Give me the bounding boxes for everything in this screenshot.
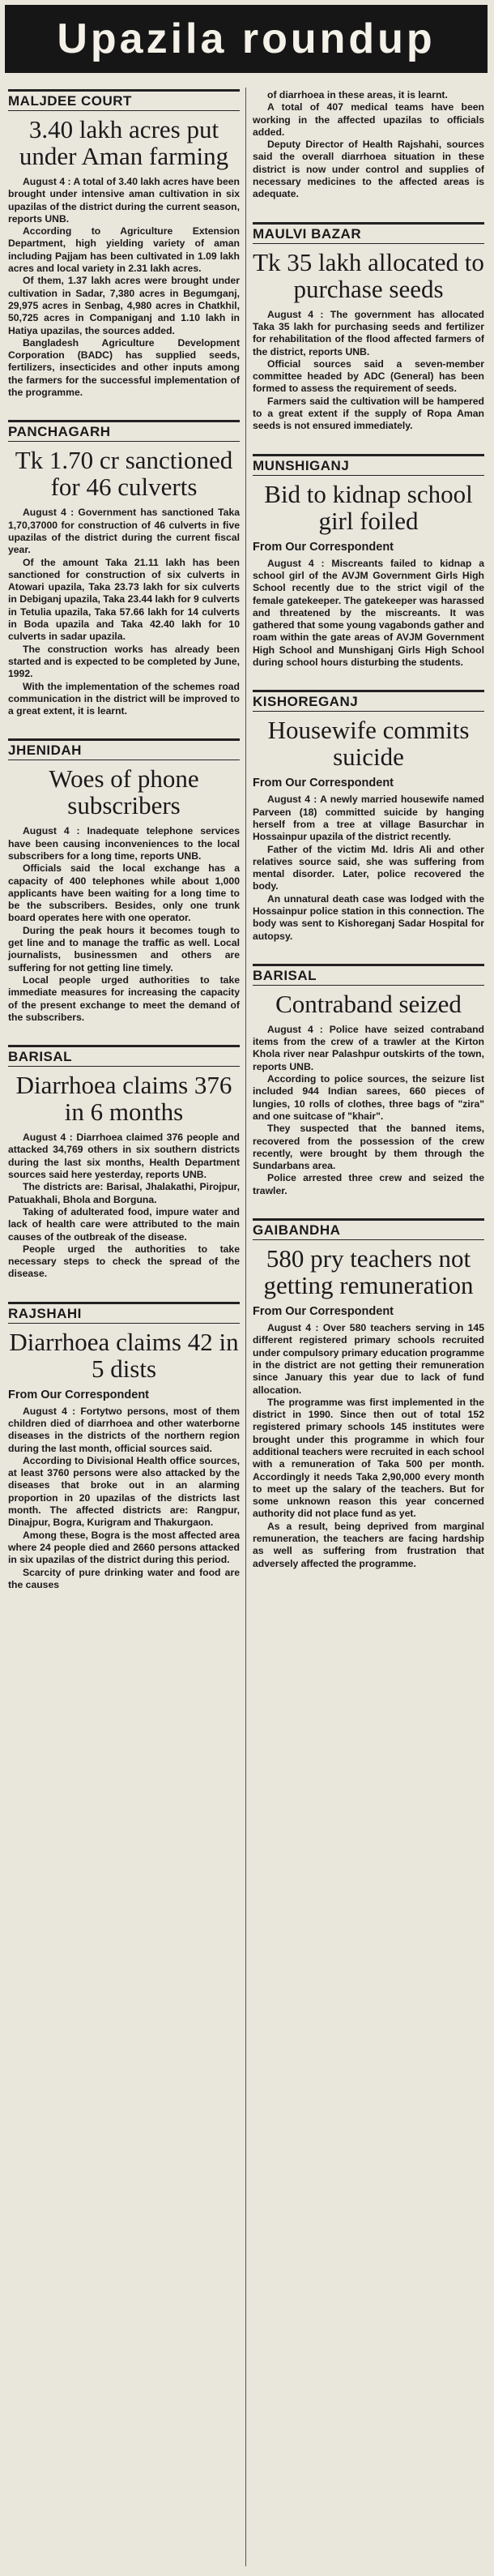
headline: Tk 35 lakh allocated to purchase seeds [253,247,484,303]
article [8,1045,240,1281]
right-column [253,89,484,1591]
paragraph: According to Agriculture Extension Department, high yielding variety of aman including Pajjam has been cultivated in 1.09 lakh acres and local variety in 2.31 lakh acres. [8,225,240,275]
headline: Diarrhoea claims 376 in 6 months [15,1071,232,1127]
byline: From Our Correspondent [8,1388,150,1401]
article-body [8,1132,240,1281]
paragraph: Deputy Director of Health Rajshahi, sources said the overall diarrhoea situation in these district is now under control and supplies of necessary medicines to the affected areas is adequate. [253,139,484,200]
headline: Woes of phone subscribers [49,764,199,820]
article-body [253,558,484,670]
paragraph: August 4 : Miscreants failed to kidnap a school girl of the AVJM Government Girls High School recently due to the strict vigil of the female gatekeeper. The gatekeeper was harassed and threatened by the miscreants. It was gathered that some young vagabonds gather and roam within the gate areas of AVJM Government High School and Munshiganj Girls High School during school hours disturbing the students. [253,557,484,669]
paragraph: Scarcity of pure drinking water and food are the causes [8,1566,240,1590]
article [253,89,484,201]
article-body [8,176,240,399]
article-body [8,507,240,717]
article [8,1302,240,1591]
article [253,964,484,1197]
paragraph: The construction works has already been started and is expected to be completed by June, 1992. [8,643,240,680]
paragraph: of diarrhoea in these areas, it is learnt. [267,89,448,101]
headline: Diarrhoea claims 42 in 5 dists [9,1327,239,1383]
paragraph: August 4 : Diarrhoea claimed 376 people and attacked 34,769 others in six southern districts during the last six months, Health Department sources said here yesterday, reports UNB. [8,1132,240,1181]
paragraph: Officials said the local exchange has a capacity of 400 telephones while about 1,000 applicants have been waiting for a long time to be the subscribers. Besides, only one trunk board operates here with one operator. [8,862,240,924]
dateline-kicker: BARISAL [253,964,484,986]
article-body [253,794,484,943]
paragraph: People urged the authorities to take necessary steps to check the spread of the disease. [8,1243,240,1280]
paragraph: August 4 : Over 580 teachers serving in 145 different registered primary schools recruited under compulsory primary education programme in the district are not getting their remuneration since January this year due to lack of fund allocation. [253,1322,484,1396]
article [8,89,240,399]
paragraph: August 4 : Inadequate telephone services have been causing inconveniences to the local subscribers for a long time, reports UNB. [8,825,240,862]
article [253,690,484,943]
article [253,222,484,433]
paragraph: The districts are: Barisal, Jhalakathi, Pirojpur, Patuakhali, Bhola and Borguna. [8,1181,240,1205]
section-banner: Upazila roundup [5,5,488,73]
dateline-kicker: GAIBANDHA [253,1218,484,1240]
dateline-kicker: MAULVI BAZAR [253,222,484,244]
left-column [8,89,240,1612]
headline: Housewife commits suicide [267,716,470,772]
paragraph: Of them, 1.37 lakh acres were brought under cultivation in Sadar, 7,380 acres in Begumganj, 29,975 acres in Senbag, 4,980 acres in Chatkhil, 50,725 acres in Companiganj and 1.10 lakh in Hatiya upazilas, the sources added. [8,275,240,336]
article [8,738,240,1024]
dateline-kicker: PANCHAGARH [8,420,240,442]
article [253,1218,484,1570]
headline: Tk 1.70 cr sanctioned for 46 culverts [15,446,233,502]
paragraph: August 4 : The government has allocated Taka 35 lakh for purchasing seeds and fertilizer for rehabilitation of the flood affected farmers of the district, reports UNB. [253,308,484,357]
article-body [253,309,484,433]
byline: From Our Correspondent [253,540,394,554]
dateline-kicker: RAJSHAHI [8,1302,240,1324]
article [8,420,240,717]
paragraph: August 4 : A newly married housewife named Parveen (18) committed suicide by hanging herself from a tree at village Basurchar in Hossainpur upazila of the district recently. [253,794,484,843]
paragraph: As a result, being deprived from marginal remuneration, the teachers are facing hardship as well as suffering from frustration that adversely affected the programme. [253,1520,484,1569]
headline: 580 pry teachers not getting remuneration [263,1244,474,1300]
article-body [253,1322,484,1570]
paragraph: August 4 : Government has sanctioned Taka 1,70,37000 for construction of 46 culverts in five upazilas of the district during the current fiscal year. [8,507,240,556]
dateline-kicker: MALJDEE COURT [8,89,240,111]
column-rule [245,88,246,2566]
headline: Contraband seized [275,989,462,1018]
paragraph: According to Divisional Health office sources, at least 3760 persons were also attacked by the diseases that broke out in an alarming proportion in 20 upazilas of the districts last month. The affected districts are: Rangpur, Dinajpur, Bogra, Kurigram and Thakurgaon. [8,1454,240,1529]
paragraph: Police arrested three crew and seized the trawler. [253,1172,484,1196]
article-body [253,89,484,201]
headline: 3.40 lakh acres put under Aman farming [19,115,229,170]
article-body [253,1024,484,1197]
paragraph: During the peak hours it becomes tough to get line and to manage the traffic as well. Local journalists, businessmen and others are suffering for not getting line timely. [8,924,240,973]
article-body [8,825,240,1024]
paragraph: With the implementation of the schemes road communication in the district will be improved to a great extent, it is learnt. [8,680,240,717]
paragraph: Father of the victim Md. Idris Ali and other relatives source said, she was suffering from mental disorder. Later, police recovered the body. [253,843,484,892]
byline: From Our Correspondent [253,1305,394,1319]
dateline-kicker: JHENIDAH [8,738,240,760]
article-body [8,1406,240,1591]
article [253,454,484,670]
paragraph: Bangladesh Agriculture Development Corporation (BADC) has supplied seeds, fertilizers, insecticides and other inputs among the farmers for the successful implementation of the programme. [8,336,240,399]
paragraph: Farmers said the cultivation will be hampered to a great extent if the supply of Ropa Aman seeds is not ensured immediately. [253,395,484,432]
paragraph: Of the amount Taka 21.11 lakh has been sanctioned for construction of six culverts in Atowari upazila, Taka 23.73 lakh for six culverts in Debiganj upazila, Taka 23.44 lakh for 9 culverts in Tetulia upazila, Taka 57.66 lakh for 14 culverts in Boda upazila and Taka 42.40 lakh for 10 culverts in sadar upazila. [8,556,240,643]
dateline-kicker: BARISAL [8,1045,240,1067]
paragraph: A total of 407 medical teams have been working in the affected upazilas to officials added. [253,101,484,138]
paragraph: Taking of adulterated food, impure water and lack of health care were attributed to the main causes of the outbreak of the disease. [8,1205,240,1243]
paragraph: According to police sources, the seizure list included 944 Indian sarees, 660 pieces of lungies, 10 rolls of clothes, three bags of "zira" and one suitcase of "khair". [253,1073,484,1122]
paragraph: Official sources said a seven-member committee headed by ADC (General) has been formed to assess the requirement of seeds. [253,357,484,395]
paragraph: An unnatural death case was lodged with the Hossainpur police station in this connection. The body was sent to Kishoreganj Sadar Hospital for autopsy. [253,892,484,942]
paragraph: August 4 : Police have seized contraband items from the crew of a trawler at the Kirton Khola river near Palashpur outskirts of the town, reports UNB. [253,1023,484,1072]
dateline-kicker: MUNSHIGANJ [253,454,484,476]
paragraph: Local people urged authorities to take immediate measures for increasing the capacity of the present exchange to meet the demand of the subscribers. [8,973,240,1023]
paragraph: The programme was first implemented in the district in 1990. Since then out of total 152 registered primary schools 145 institutes were brought under this programme in which four additional teachers were recruited in each school with a remuneration of Taka 500 per month. Accordingly it needs Taka 2,90,000 every month to meet up the salary of the teachers. But for some unknown reason this year concerned authority did not place fund as yet. [253,1396,484,1520]
paragraph: Among these, Bogra is the most affected area where 24 people died and 2660 persons attacked in six upazilas of the district during this period. [8,1529,240,1566]
paragraph: They suspected that the banned items, recovered from the possession of the crew recently, were brought by them through the Sundarbans area. [253,1123,484,1172]
headline: Bid to kidnap school girl foiled [264,479,473,535]
paragraph: August 4 : A total of 3.40 lakh acres have been brought under intensive aman cultivation in six upazilas of the district during the current season, reports UNB. [8,176,240,225]
dateline-kicker: KISHOREGANJ [253,690,484,712]
byline: From Our Correspondent [253,777,394,790]
paragraph: August 4 : Fortytwo persons, most of them children died of diarrhoea and other waterborne diseases in the districts of the northern region during the last month, official sources said. [8,1405,240,1454]
